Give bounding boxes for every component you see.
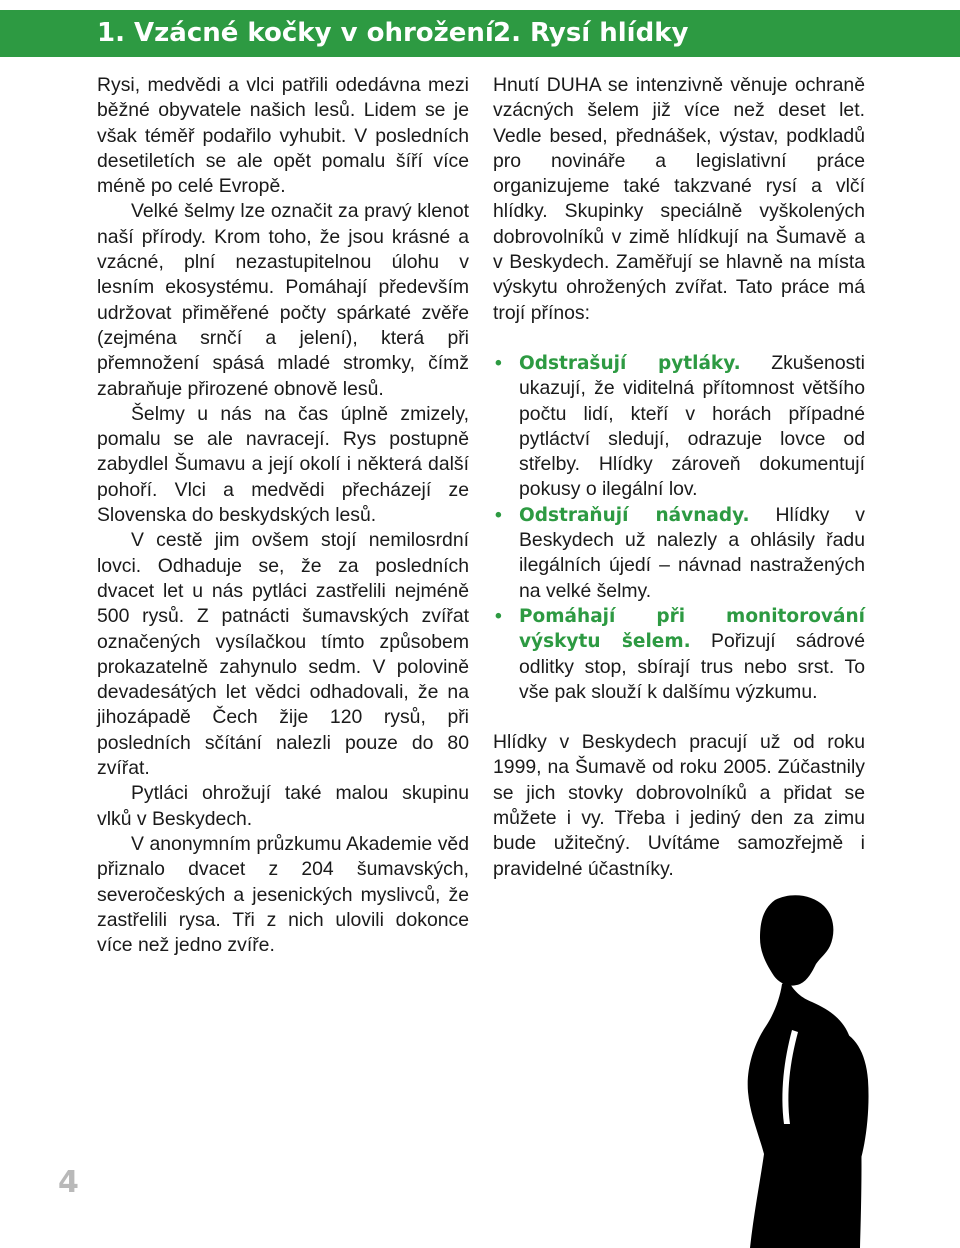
left-paragraph-3: Šelmy u nás na čas úplně zmizely, pomalu se ale navracejí. Rys postupně zabydlel Šumavu a její okolí i některá další pohoří. Vlci a medvědi přecházejí ze Slovenska do beskydských lesů. [97, 402, 469, 527]
hiker-silhouette-icon [720, 892, 870, 1248]
left-paragraph-2: Velké šelmy lze označit za pravý klenot naší přírody. Krom toho, že jsou krásné a vzácné, plní nezastupitelnou úlohu v lesním ekosystému. Pomáhají především udržovat přiměřené počty spárkaté zvěře (zejména srnčí a jelení), která při přemnožení spásá mladé stromky, čímž zabraňuje přirozené obnově lesů. [97, 200, 469, 400]
silhouette-head [760, 895, 833, 985]
left-paragraph-6: V anonymním průzkumu Akademie věd přiznalo dvacet z 204 šumavských, severočeských a jesenických myslivců, že zastřelili rysa. Tři z nich ulovili dokonce více než jedno zvíře. [97, 832, 469, 957]
list-item-lead: Odstrašují pytláky. [519, 352, 741, 374]
list-item-text: Hlídky v Beskydech už nalezly a ohlásily řadu ilegálních újedí – návnad nastražených na velké šelmy. [519, 503, 865, 602]
list-item-text: Pořizují sádrové odlitky stop, sbírají trus nebo srst. To vše pak slouží k dalšímu výzkumu. [519, 630, 866, 703]
list-item-lead: Odstraňují návnady. [519, 504, 750, 526]
list-item [493, 604, 865, 705]
right-intro: Hnutí DUHA se intenzivně věnuje ochraně vzácných šelem již více než deset let. Vedle besed, přednášek, výstav, podkladů pro novináře a legislativní práce organizujeme také takzvané rysí a vlčí hlídky. Skupinky speciálně vyškolených dobrovolníků v zimě hlídkují na Šumavě a v Beskydech. Zaměřují se hlavně na místa výskytu ohrožených zvířat. Tato práce má trojí přínos: [493, 74, 865, 324]
section-title-right: 2. Rysí hlídky [493, 18, 689, 48]
left-paragraph-4: V cestě jim ovšem stojí nemilosrdní lovci. Odhaduje se, že za posledních dvacet let u nás pytláci zastřelili nejméně 500 rysů. Z patnácti šumavských zvířat označených vysílačkou tímto způsobem prokazatelně zahynulo sedm. V polovině devadesátých let vědci odhadovali, že na jihozápadě Čech žije 120 rysů, při posledních sčítání nalezli pouze do 80 zvířat. [97, 529, 469, 780]
benefit-list [493, 351, 865, 705]
left-paragraph-1: Rysi, medvědi a vlci patřili odedávna mezi běžné obyvatele našich lesů. Lidem se je však téměř podařilo vyhubit. V posledních desetiletích se ale opět pomalu šíří více méně po celé Evropě. [97, 74, 469, 198]
left-column [97, 73, 469, 958]
list-item-text: Zkušenosti ukazují, že viditelná přítomnost většího počtu lidí, kteří v horách případné pytláctví sledují, odrazuje lovce od střelby. Hlídky zároveň dokumentují pokusy o ilegální lov. [519, 351, 865, 501]
page-number: 4 [58, 1165, 79, 1200]
section-title-left: 1. Vzácné kočky v ohrožení [97, 18, 494, 48]
list-item [493, 503, 865, 604]
right-column [493, 73, 865, 882]
left-paragraph-5: Pytláci ohrožují také malou skupinu vlků v Beskydech. [97, 782, 469, 830]
list-item-lead: Pomáhají při monitorování výskytu šelem. [519, 605, 865, 653]
right-closing: Hlídky v Beskydech pracují už od roku 1999, na Šumavě od roku 2005. Zúčastnily se jich stovky dobrovolníků a přidat se můžete i vy. Třeba i jediný den za zimu bude užitečný. Uvítáme samozřejmě i pravidelné účastníky. [493, 731, 865, 880]
list-item [493, 351, 865, 503]
